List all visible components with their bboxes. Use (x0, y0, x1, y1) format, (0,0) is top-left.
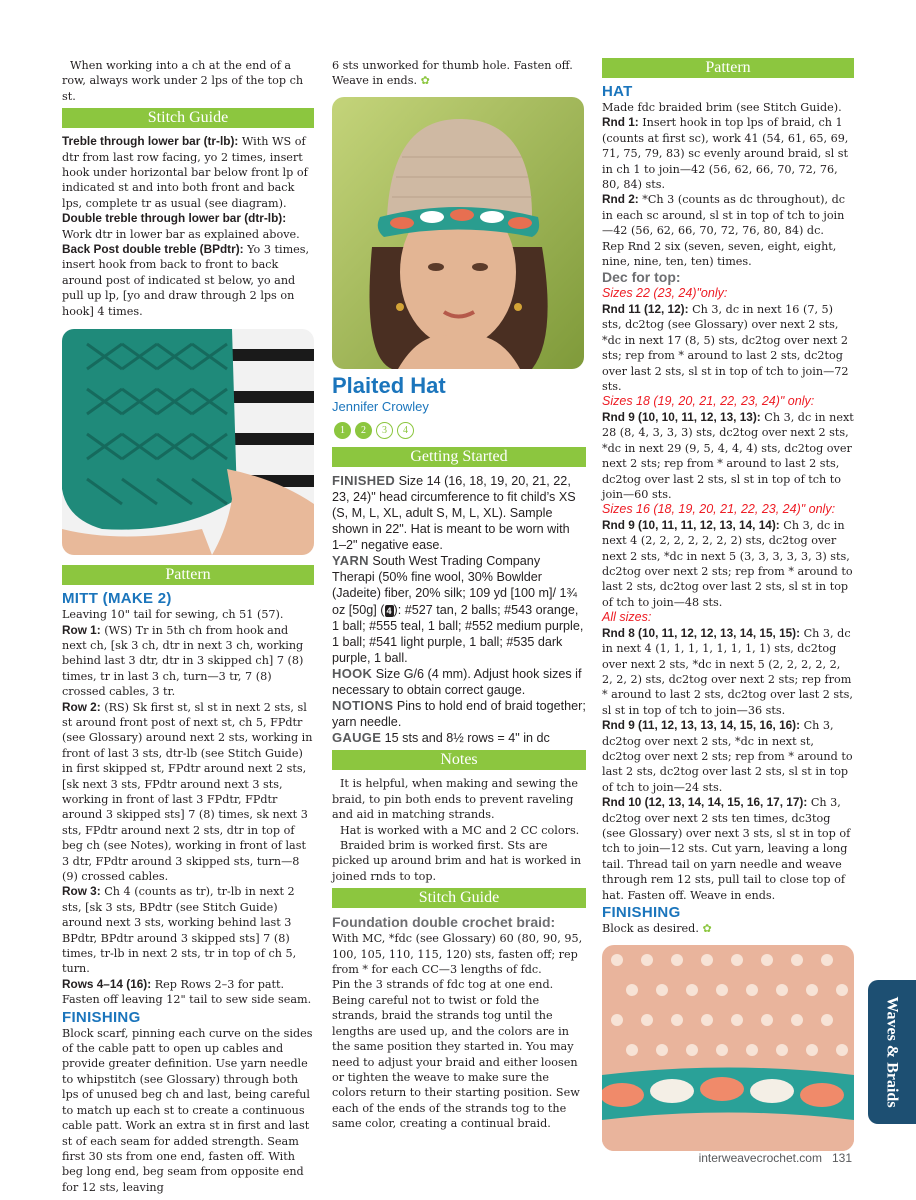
gauge-info (332, 730, 586, 746)
rnd-11 (602, 302, 854, 394)
note-item: Braided brim is worked first. Sts are picked up around brim and hat is worked in joined rnds to top. (332, 839, 582, 883)
yarn-key: YARN (332, 553, 369, 569)
finishing-text: Block scarf, pinning each curve on the sides of the cable patt to open up cables and provide greater definition. Use yarn needle to whipstitch (see Glossary) through both lps of unused beg ch and last, being careful to match up each st to create a continuous cable patt. Work an extra st in first and last st of each seam for added strength. Seam first 30 sts from one end, fasten off. With beg long end, beg seam from opposite end for 12 sts, leaving (62, 1026, 313, 1194)
finishing-heading: FINISHING (62, 1008, 141, 1026)
yarn-text-a: South West Trading Company Therapi (50% fine wool, 30% Bowlder (Jadeite) fiber, 20% silk; 109 yd [100 m]/ 1¾ oz [50g] ( (332, 554, 578, 617)
stitch-guide-bar-2: Stitch Guide (332, 888, 586, 908)
skill-level-3: 3 (376, 422, 393, 439)
braid-step: With MC, *fdc (see Glossary) 60 (80, 90, 95, 100, 105, 110, 115, 120) sts, fasten off; rep from * for each CC—3 lengths of fdc. (332, 932, 583, 977)
dec-heading: Dec for top: (602, 269, 681, 286)
rnd-name: Rnd 9 (10, 11, 11, 12, 13, 14, 14): (602, 517, 780, 532)
notions-key: NOTIONS (332, 698, 394, 714)
row-2 (62, 700, 314, 885)
sizes-label: All sizes: (602, 610, 652, 625)
rnd-9c (602, 718, 854, 795)
rnd-text: Ch 3, dc2tog over next 2 sts ten times, dc3tog (see Glossary) over next 3 sts, sl st in top of tch to join—12 sts. Cut yarn, leaving a long tail. Thread tail on yarn needle and weave through rem 12 sts, pull tail to close top of hat. Fasten off. Weave in ends. (602, 796, 851, 902)
notions-info (332, 698, 586, 730)
column-middle (332, 58, 586, 1132)
column-left (62, 58, 314, 1195)
rnd-name: Rnd 2: (602, 192, 639, 207)
row-text: (WS) Tr in 5th ch from hook and next ch, [sk 3 ch, dtr in next 3 ch, working behind last 3 dtr, dtr in 3 skipped ch] 7 (8) times, tr in last 3 ch, turn—3 tr, 7 (8) crossed cables, 3 tr. (62, 623, 304, 699)
rnd-2 (602, 192, 854, 238)
hat-intro: Made fdc braided brim (see Stitch Guide). (602, 101, 842, 114)
stitch-text: Yo 3 times, insert hook from back to front to back around post of indicated st below, yo and pull up lp, [yo and draw through 2 lps on hook] 4 times. (62, 243, 310, 318)
finishing-body: Block as desired. (602, 922, 699, 936)
sizes-label: Sizes 22 (23, 24)"only: (602, 286, 728, 301)
skill-level (334, 422, 586, 439)
side-tab-label: Waves & Braids (884, 996, 901, 1108)
hat-model-photo (332, 97, 584, 369)
row-name: Row 1: (62, 622, 101, 637)
stitch-text: Work dtr in lower bar as explained above. (62, 227, 300, 241)
braid-heading: Foundation double crochet braid: (332, 914, 556, 931)
gauge-key: GAUGE (332, 730, 382, 746)
rnd-name: Rnd 11 (12, 12): (602, 301, 689, 316)
rnd-text: Ch 3, dc in next 4 (2, 2, 2, 2, 2, 2, 2) sts, dc2tog over next 2 sts, *dc in next 5 (3, 3, 3, 3, 3, 3) sts, dc2tog over next 2 sts; rep from * around to last 2 sts, dc2tog over last 2 sts, sl st in top of tch to join—48 sts. (602, 518, 853, 609)
row-text: (RS) Sk first st, sl st in next 2 sts, sl st around front post of next st, ch 5, FPdtr (see Glossary) around next 2 sts, working in front of last 3 sts, dtr-lb (see Stitch Guide) in first skipped st, FPdtr around next 2 sts, [sk next 3 sts, FPdtr around next 3 sts, working in front of last 3 FPdtr, FPdtr around 3 skipped sts] 7 (8) times, sk next 3 sts, FPdtr around next 2 sts, dtr in top of beg ch (see Notes), working in front of last 3 dtr, FPdtr around 3 skipped sts, turn—8 (9) crossed cables. (62, 700, 313, 883)
row-1 (62, 623, 314, 700)
pattern-bar: Pattern (62, 565, 314, 585)
yarn-weight-icon: 4 (386, 605, 392, 616)
rnd-text: Ch 3, dc in next 28 (8, 4, 3, 3, 3) sts, dc2tog over next 2 sts, *dc in next 29 (9, 5, 4, 4, 4) sts, dc2tog over next 2 sts; rep from * around to last 2 sts, dc2tog over last 2 sts, sl st in top of tch to join—60 sts. (602, 410, 854, 501)
braid-step: Pin the 3 strands of fdc tog at one end. Being careful not to twist or fold the strands, braid the strands tog until the lengths are used up, and the colors are in the same position they started in. You may need to adjust your braid and either loosen or tighten the weave to make sure the colors return to their starting position. Sew each of the ends of the strands tog to the same color, creating a continual braid. (332, 978, 580, 1131)
row-3 (62, 884, 314, 976)
gauge-text: 15 sts and 8½ rows = 4" in dc (381, 731, 550, 746)
continued-text (332, 58, 586, 89)
page-footer (699, 1151, 852, 1165)
rnd-9b (602, 518, 854, 610)
sizes-label: Sizes 18 (19, 20, 21, 22, 23, 24)" only: (602, 394, 815, 409)
finished-key: FINISHED (332, 472, 396, 488)
hook-text: Size G/6 (4 mm). Adjust hook sizes if necessary to obtain correct gauge. (332, 666, 582, 698)
end-flower-icon: ✿ (702, 922, 712, 936)
sizes-label: Sizes 16 (18, 19, 20, 21, 22, 23, 24)" only: (602, 502, 836, 517)
rnd-8 (602, 626, 854, 718)
hook-key: HOOK (332, 665, 373, 681)
rnd-text: Ch 3, dc in next 4 (1, 1, 1, 1, 1, 1, 1, 1) sts, dc2tog over next 2 sts, *dc in next 5 (2, 2, 2, 2, 2, 2, 2, 2) sts, dc2tog over next 2 sts; rep from * around to last 2 sts, dc2tog over last 2 sts, sl st in top of tch to join—36 sts. (602, 626, 853, 717)
skill-level-2: 2 (355, 422, 372, 439)
page-number: 131 (831, 1151, 852, 1165)
pattern-title: Plaited Hat (332, 372, 446, 398)
hook-info (332, 666, 586, 698)
footer-site: interweavecrochet.com (698, 1151, 822, 1165)
finishing-text-2 (602, 921, 854, 936)
row-text: Rep Rows 2–3 for patt. Fasten off leaving 12" tail to sew side seam. (62, 977, 312, 1007)
getting-started-bar: Getting Started (332, 447, 586, 467)
designer-name: Jennifer Crowley (332, 398, 429, 414)
rows-4-14 (62, 977, 314, 1008)
rnd-text: *Ch 3 (counts as dc throughout), dc in each sc around, sl st in top of tch to join—42 (56, 62, 66, 70, 72, 76, 80, 84) dc. (602, 193, 846, 238)
note-item: It is helpful, when making and sewing the braid, to pin both ends to prevent raveling and aid in matching strands. (332, 777, 579, 822)
mitt-heading: MITT (MAKE 2) (62, 590, 172, 608)
rnd-name: Rnd 9 (11, 12, 13, 13, 14, 15, 16, 16): (602, 718, 801, 733)
rnd-1 (602, 115, 854, 192)
mitt-intro: Leaving 10" tail for sewing, ch 51 (57). (62, 608, 284, 622)
stitch-name: Treble through lower bar (tr-lb): (62, 134, 239, 149)
section-side-tab (868, 980, 916, 1124)
stitch-name: Back Post double treble (BPdtr): (62, 242, 244, 257)
pattern-bar-2: Pattern (602, 58, 854, 78)
row-name: Row 3: (62, 884, 101, 899)
rnd-10 (602, 795, 854, 903)
stitch-def-dtr-lb (62, 211, 314, 242)
rnd-text: Ch 3, dc2tog over next 2 sts, *dc in next st, dc2tog over next 2 sts; rep from * around to last 2 sts, dc2tog over last 2 sts, sl st in top of tch to join—24 sts. (602, 719, 853, 794)
yarn-text-b: ): #527 tan, 2 balls; #543 orange, 1 ball; #555 teal, 1 ball; #552 medium purple, 1 ball; #541 light purple, 1 ball; #535 dark purple, 1 ball. (332, 602, 584, 665)
stitch-def-bpdtr (62, 242, 314, 319)
note-item: Hat is worked with a MC and 2 CC colors. (340, 823, 580, 837)
stitch-def-tr-lb (62, 134, 314, 211)
rnd-name: Rnd 8 (10, 11, 12, 12, 13, 14, 15, 15): (602, 625, 801, 640)
mitt-photo (62, 329, 314, 555)
rep-rnd: Rep Rnd 2 six (seven, seven, eight, eight, nine, nine, ten, ten) times. (602, 239, 837, 269)
notes-bar: Notes (332, 750, 586, 770)
intro-note: When working into a ch at the end of a row, always work under 2 lps of the top ch st. (62, 59, 304, 103)
continued-body: 6 sts unworked for thumb hole. Fasten off. Weave in ends. (332, 59, 573, 88)
stitch-name: Double treble through lower bar (dtr-lb): (62, 211, 287, 226)
row-name: Rows 4–14 (16): (62, 976, 152, 991)
hat-detail-photo (602, 945, 854, 1151)
column-right (602, 58, 854, 1151)
end-flower-icon: ✿ (420, 74, 430, 88)
rnd-text: Ch 3, dc in next 16 (7, 5) sts, dc2tog (see Glossary) over next 2 sts, *dc in next 17 (8, 5) sts, dc2tog over next 2 sts; rep from * around to last 2 sts, dc2tog over last 2 sts, sl st in top of tch to join—72 sts. (602, 302, 849, 393)
finished-text: Size 14 (16, 18, 19, 20, 21, 22, 23, 24)" head circumference to fit child’s XS (S, M, L, XL, adult S, M, L, XL). Sample shown in 22". Hat is meant to be worn with 1–2" negative ease. (332, 473, 576, 553)
skill-level-4: 4 (397, 422, 414, 439)
yarn-info (332, 553, 586, 666)
skill-level-1: 1 (334, 422, 351, 439)
row-name: Row 2: (62, 699, 101, 714)
rnd-text: Insert hook in top lps of braid, ch 1 (counts at first sc), work 41 (54, 61, 65, 69, 71, 75, 79, 83) sc evenly around braid, sl st in ch 1 to join—42 (56, 62, 66, 70, 72, 76, 80, 84) sts. (602, 116, 849, 192)
finishing-heading-2: FINISHING (602, 904, 681, 922)
stitch-text: With WS of dtr from last row facing, yo 2 times, insert hook under horizontal bar below front lp of indicated st and into both front and back lps, complete tr as usual (see diagram). (62, 135, 308, 210)
rnd-9a (602, 410, 854, 502)
stitch-guide-bar: Stitch Guide (62, 108, 314, 128)
rnd-name: Rnd 10 (12, 13, 14, 14, 15, 16, 17, 17): (602, 795, 808, 810)
row-text: Ch 4 (counts as tr), tr-lb in next 2 sts, [sk 3 sts, BPdtr (see Stitch Guide) around next 3 sts, working behind last 3 BPdtr, BPdtr around 3 skipped sts] 7 (8) times, tr-lb in next 2 sts, tr in top of ch 5, turn. (62, 885, 297, 976)
rnd-name: Rnd 9 (10, 10, 11, 12, 13, 13): (602, 409, 761, 424)
rnd-name: Rnd 1: (602, 115, 639, 130)
hat-heading: HAT (602, 83, 633, 100)
finished-size (332, 473, 586, 553)
notions-text: Pins to hold end of braid together; yarn needle. (332, 699, 586, 730)
